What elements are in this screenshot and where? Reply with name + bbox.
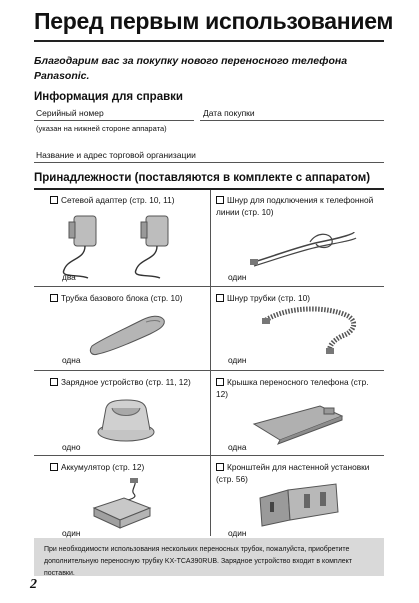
serial-number-line [34, 120, 194, 121]
quantity: один [228, 355, 247, 365]
handset-cover-icon [250, 404, 346, 444]
grid-row-divider [34, 455, 384, 456]
quantity: одна [228, 442, 247, 452]
quantity: одна [62, 355, 81, 365]
serial-number-note: (указан на нижней стороне аппарата) [36, 124, 167, 133]
grid-vertical-divider [210, 190, 211, 536]
checkbox[interactable] [216, 378, 224, 386]
accessories-heading: Принадлежности (поставляются в комплекте с аппаратом) [34, 172, 371, 184]
grid-row-divider [34, 370, 384, 371]
accessory-item: Аккумулятор (стр. 12) [50, 461, 206, 473]
checkbox[interactable] [216, 463, 224, 471]
accessory-item: Шнур для подключения к телефонной линии (стр. 10) [216, 195, 374, 217]
base-handset-icon [88, 312, 168, 356]
checkbox[interactable] [50, 378, 58, 386]
quantity: один [228, 528, 247, 538]
checkbox[interactable] [216, 196, 224, 204]
quantity: один [228, 272, 247, 282]
serial-number-label: Серийный номер [36, 108, 104, 118]
checkbox[interactable] [50, 294, 58, 302]
accessory-item: Шнур трубки (стр. 10) [216, 292, 380, 304]
charger-icon [96, 396, 156, 442]
grid-row-divider [34, 286, 384, 287]
handset-cord-icon [258, 306, 358, 354]
quantity: одно [62, 442, 81, 452]
telephone-line-cord-icon [250, 228, 360, 268]
thanks-text: Благодарим вас за покупку нового переносного телефона Panasonic. [34, 55, 348, 82]
checkbox[interactable] [216, 294, 224, 302]
store-label: Название и адрес торговой организации [36, 150, 196, 160]
note-box: При необходимости использования нескольких переносных трубок, пожалуйста, приобретите дополнительную переносную трубку KX-TCA390RUB. Зарядное устройство входит в комплект поставки. [34, 538, 384, 576]
purchase-date-line [200, 120, 384, 121]
accessories-rule [34, 188, 384, 190]
ac-adapter-icon [60, 214, 190, 280]
accessory-item: Трубка базового блока (стр. 10) [50, 292, 206, 304]
title-rule [34, 40, 384, 42]
checkbox[interactable] [50, 196, 58, 204]
accessory-item: Сетевой адаптер (стр. 10, 11) [50, 194, 206, 206]
wall-mount-bracket-icon [258, 484, 340, 526]
quantity: один [62, 528, 81, 538]
accessory-item: Зарядное устройство (стр. 11, 12) [50, 376, 206, 388]
page-number: 2 [30, 577, 37, 592]
page-title: Перед первым использованием [34, 8, 394, 34]
battery-icon [90, 478, 154, 528]
quantity: два [62, 272, 76, 282]
accessory-item: Кронштейн для настенной установки (стр. 56) [216, 462, 370, 484]
purchase-date-label: Дата покупки [203, 108, 255, 118]
accessory-item: Крышка переносного телефона (стр. 12) [216, 377, 369, 399]
checkbox[interactable] [50, 463, 58, 471]
reference-heading: Информация для справки [34, 91, 183, 103]
store-line [34, 162, 384, 163]
